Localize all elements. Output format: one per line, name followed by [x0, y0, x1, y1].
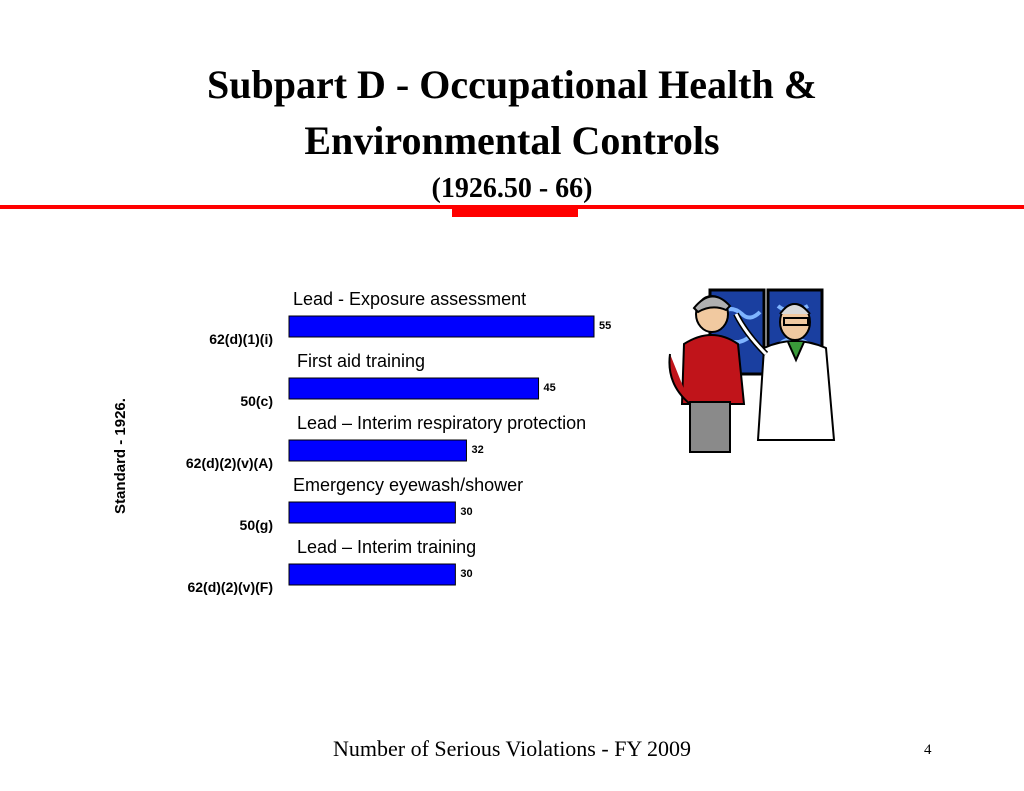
slide-subtitle: (1926.50 - 66) — [431, 173, 593, 204]
bar — [289, 316, 594, 337]
category-tick-label: 62(d)(2)(v)(F) — [187, 579, 273, 595]
bar-description-annotation: First aid training — [297, 351, 426, 371]
slide-title-line2: Environmental Controls — [304, 118, 720, 163]
page-number: 4 — [924, 742, 932, 758]
category-tick-label: 62(d)(1)(i) — [209, 331, 273, 347]
bar-description-annotation: Lead – Interim training — [297, 537, 477, 557]
bar — [289, 564, 455, 585]
bar-description-annotation: Emergency eyewash/shower — [293, 475, 524, 495]
data-label: 30 — [460, 506, 473, 518]
chart-footer-caption: Number of Serious Violations - FY 2009 — [333, 736, 691, 761]
doctors-consulting-xray-clipart — [660, 284, 850, 464]
category-tick-label: 50(c) — [240, 393, 273, 409]
slide-title-line1: Subpart D - Occupational Health & — [206, 62, 818, 107]
bar — [289, 502, 455, 523]
category-tick-label: 62(d)(2)(v)(A) — [185, 455, 273, 471]
bar-description-annotation: Lead – Interim respiratory protection — [297, 413, 587, 433]
data-label: 45 — [543, 382, 556, 394]
data-label: 55 — [599, 320, 612, 332]
data-label: 32 — [471, 444, 484, 456]
y-axis-label: Standard - 1926. — [112, 398, 129, 514]
bar-description-annotation: Lead - Exposure assessment — [293, 289, 527, 309]
bar — [289, 440, 466, 461]
bar — [289, 378, 539, 399]
data-label: 30 — [460, 568, 473, 580]
category-tick-label: 50(g) — [239, 517, 273, 533]
